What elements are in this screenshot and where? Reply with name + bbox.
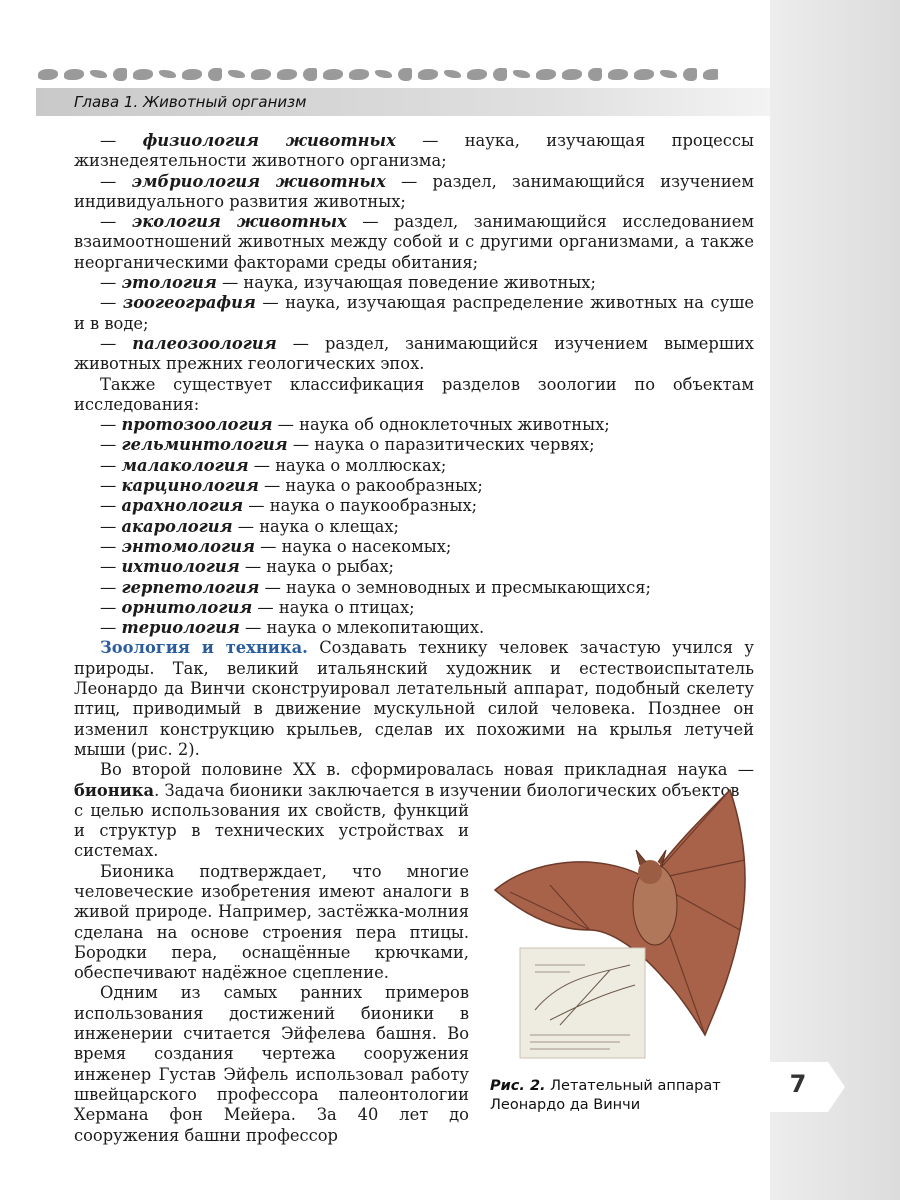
definition: — наука о птицах; [252,597,415,617]
list-item: — зоогеография — наука, изучающая распределение животных на суше и в воде; [74,293,754,333]
term: гельминтология [121,435,288,455]
term: энтомология [121,536,255,556]
zoology-objects-list [74,415,754,638]
term: палеозоология [132,333,277,353]
list-item: — арахнология — наука о паукообразных; [100,496,478,516]
list-item: — акарология — наука о клещах; [100,516,400,536]
bat-and-sketch-image [490,780,758,1070]
leonardo-sketch [520,948,645,1058]
definition: — раздел, занимающийся изучением вымерших животных прежних геологических эпох. [74,333,754,374]
paragraph-inventions: Бионика подтверждает, что многие человеческие изобретения имеют аналоги в живой природе. Например, застёжка-молния сделана на основе строения пера птицы. Бородки пера, оснащённые крючками, обеспечивают надёжное сцепление. [74,861,469,983]
list-item: — протозоология — наука об одноклеточных животных; [100,415,610,435]
list-item: — энтомология — наука о насекомых; [100,536,452,556]
definition: — наука о паразитических червях; [287,435,595,455]
term: акарология [121,516,233,536]
definition: — наука о паукообразных; [243,496,478,516]
term: ихтиология [121,557,240,577]
bat-illustration [490,780,758,1070]
section-heading: Зоология и техника. [100,638,308,658]
figure-label: Рис. 2. [490,1078,546,1094]
definition: — наука, изучающая распределение животных на суше и в воде; [74,293,754,333]
list-item: — карцинология — наука о ракообразных; [100,476,483,496]
list-item: — ихтиология — наука о рыбах; [100,557,395,577]
term: арахнология [121,496,244,516]
classification-intro: Также существует классификация разделов зоологии по объектам исследования: [74,374,754,414]
term: зоогеография [122,293,256,313]
term: протозоология [121,415,273,435]
definition: — наука, изучающая процессы жизнедеятельности животного организма; [74,131,754,171]
definition: — наука об одноклеточных животных; [272,415,610,435]
bionics-term: бионика [74,780,155,800]
term: физиология животных [142,131,396,150]
text-column [74,801,469,1146]
paragraph-zoology-technology: Зоология и техника. Создавать технику человек зачастую учился у природы. Так, великий итальянский художник и естествоиспытатель Леонардо да Винчи сконструировал летательный аппарат, подобный скелету птиц, приводимый в движение мускульной силой человека. Позднее он изменил конструкцию крыльев, сделав их похожими на крылья летучей мыши (рис. 2). [74,638,755,759]
list-item: — герпетология — наука о земноводных и пресмыкающихся; [100,577,651,597]
term: этология [121,273,217,293]
term: эмбриология животных [131,171,386,191]
list-item: — этология — наука, изучающая поведение животных; [100,273,596,293]
paragraph-eiffel: Одним из самых ранних примеров использования достижений бионики в инженерии считается Эйфелева башня. Во время создания чертежа сооружения инженер Густав Эйфель использовал работу швейцарского профессора палеонтологии Хермана фон Мейера. За 40 лет до сооружения башни профессор [74,983,469,1145]
list-item: — гельминтология — наука о паразитических червях; [100,435,595,455]
zoology-branches-list [74,131,754,375]
definition: — наука о насекомых; [255,536,452,556]
chapter-title: Глава 1. Животный организм [74,93,307,111]
definition: — наука о млекопитающих. [239,618,485,638]
definition: — раздел, занимающийся изучением индивидуального развития животных; [74,171,754,211]
page-number: 7 [789,1070,807,1098]
paragraph-bionics-continued: с целью использования их свойств, функций и структур в технических устройствах и системах. [74,800,469,861]
paragraph-bionics: Во второй половине XX в. сформировалась новая прикладная наука — бионика. Задача бионики заключается в изучении биологических объектов [74,760,754,800]
definition: — наука о моллюсках; [248,455,447,475]
list-item: — эмбриология животных — раздел, занимающийся изучением индивидуального развития животных; [74,171,754,211]
list-item: — малакология — наука о моллюсках; [100,455,447,475]
term: орнитология [121,597,253,617]
list-item: — палеозоология — раздел, занимающийся изучением вымерших животных прежних геологических эпох. [74,333,754,374]
animal-silhouettes-decoration [38,64,718,84]
definition: — наука о ракообразных; [258,476,483,496]
definition: — наука о рыбах; [239,557,395,577]
definition: — раздел, занимающийся исследованием взаимоотношений животных между собой и с другими организмами, а также неорганическими факторами среды обитания; [74,212,754,272]
list-item: — физиология животных — наука, изучающая процессы жизнедеятельности животного организма; [74,131,754,171]
list-item: — экология животных — раздел, занимающийся исследованием взаимоотношений животных между собой и с другими организмами, а также неорганическими факторами среды обитания; [74,212,754,272]
list-item: — териология — наука о млекопитающих. [100,618,485,638]
term: карцинология [121,476,259,496]
figure-caption: Рис. 2. Летательный аппарат Леонардо да Винчи [490,1078,721,1113]
term: териология [121,618,240,638]
definition: — наука о земноводных и пресмыкающихся; [259,577,651,597]
definition: — наука о клещах; [232,516,400,536]
page-margin-band [770,0,900,1200]
term: герпетология [121,577,260,597]
definition: — наука, изучающая поведение животных; [216,273,596,293]
list-item: — орнитология — наука о птицах; [100,597,415,617]
term: малакология [121,455,249,475]
term: экология животных [131,212,347,232]
